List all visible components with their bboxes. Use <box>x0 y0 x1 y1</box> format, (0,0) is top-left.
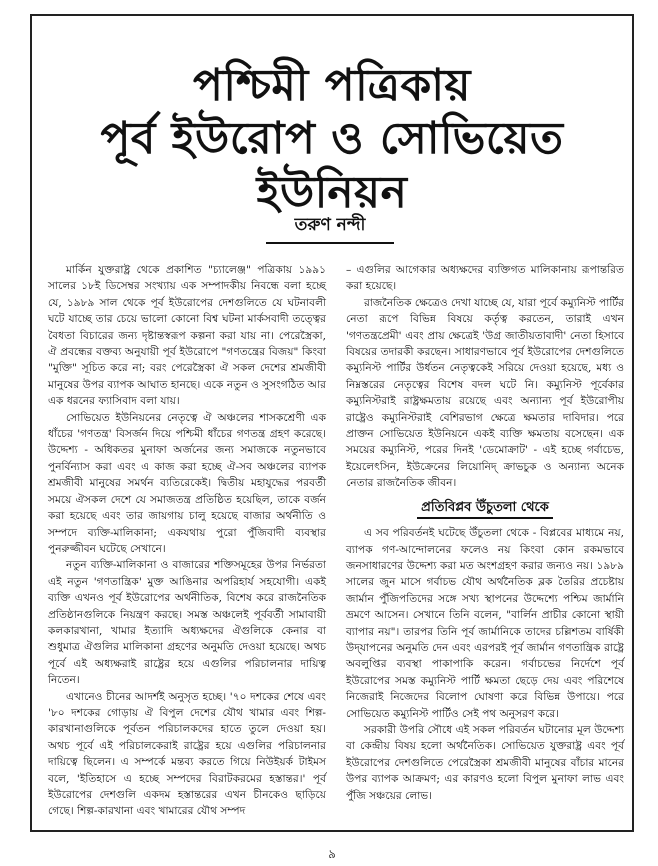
paragraph: সোভিয়েত ইউনিয়নের নেতৃত্বে ঐ অঞ্চলের শাসকশ্রেণী এক ধাঁচের 'গণতন্ত্র' বিসর্জন দিয়ে পশ্চিমী ধাঁচের গণতন্ত্র গ্রহণ করেছে। উদ্দেশ্য - অধিকতর মুনাফা অর্জনের জন্য সমাজকে নতুনভাবে পুনর্বিন্যাস করা এবং এ কাজ করা হচ্ছে ঐ-সব অঞ্চলের ব্যাপক শ্রমজীবী মানুষের সমর্থন ব্যতিরেকেই। দ্বিতীয় মহাযুদ্ধের পরবর্তী সময়ে ঐসকল দেশে যে সমাজতন্ত্র প্রতিষ্ঠিত হয়েছিল, তাকে বর্জন করা হয়েছে এবং তার জায়গায় চালু হয়েছে বাজার অর্থনীতি ও সম্পদে ব্যক্তি-মালিকানা; একযথায় পুরো পুঁজিবাদী ব্যবস্থার পুনরুজ্জীবন ঘটেছে সেখানে। <box>48 411 326 555</box>
paragraph: এখানেও চীনের আদর্শই অনুসৃত হচ্ছে। '৭০ দশকের শেষে এবং '৮০ দশকের গোড়ায় ঐ বিপুল দেশের যৌথ খামার এবং শিল্প-কারখানাগুলিকে পূর্বতন পরিচালকদের হাতে তুলে দেওয়া হয়। অথচ পূর্বে এই পরিচালকেরাই রাষ্ট্রের হয়ে এগুলির পরিচালনার দায়িত্বে ছিলেন। এ সম্পর্কে মন্তব্য করতে গিয়ে নিউইয়র্ক টাইমস বলে, 'ইতিহাসে এ হচ্ছে সম্পদের বিরাটকরমের হস্তান্তর।' পূর্ব ইউরোপের দেশগুলি একদম হস্তান্তরের এখন চীনকেও ছাড়িয়ে গেছে। শিল্প-কারখানা এবং খামারের যৌথ সম্পদ <box>48 690 326 818</box>
page-number: ৯ <box>328 847 336 861</box>
section-subheading: প্রতিবিপ্লব উঁচুতলা থেকে <box>417 500 553 519</box>
right-column <box>346 262 624 804</box>
subheading-wrap <box>346 500 624 519</box>
title-line-2: পূর্ব ইউরোপ ও সোভিয়েত ইউনিয়ন <box>100 113 564 218</box>
paragraph: সরকারী উপরি সৌধে এই সকল পরিবর্তন ঘটানোর মূল উদ্দেশ্য বা কেন্দ্রীয় বিষয় হলো অর্থনৈতিক। সোভিয়েত যুক্তরাষ্ট্র এবং পূর্ব ইউরোপের দেশগুলিতে পেরেস্ত্রৈকা শ্রমজীবী মানুষের বাঁচার মানের উপর ব্যাপক আক্রমণ; এর কারণও হলো বিপুল মুনাফা লাভ এবং পুঁজি সঞ্চয়ের লোভ। <box>346 723 624 802</box>
author-byline: তরুণ নন্দী <box>266 212 394 244</box>
article-title <box>30 60 634 220</box>
title-line-1: পশ্চিমী পত্রিকায় <box>193 60 471 111</box>
left-column <box>48 262 326 820</box>
paragraph: রাজনৈতিক ক্ষেত্রেও দেখা যাচ্ছে যে, যারা পূর্বে কম্যুনিস্ট পার্টির নেতা রূপে বিভিন্ন বিষয়ে কর্তৃত্ব করতেন, তারাই এখন 'গণতন্ত্রপ্রেমী' এবং প্রায় ক্ষেত্রেই 'উগ্র জাতীয়তাবাদী' নেতা হিসাবে বিষয়ের তদারকী করছেন। সাধারণভাবে পূর্ব ইউরোপের দেশগুলিতে কম্যুনিস্ট পার্টির উর্ধতন নেতৃত্বকেই সরিয়ে দেওয়া হয়েছে, মধ্য ও নিম্নস্তরের নেতৃত্বের বিশেষ বদল ঘটে নি। কম্যুনিস্ট পূর্বেকার কম্যুনিস্টরাই রাষ্ট্রক্ষমতায় রয়েছে এবং অন্যান্য পূর্ব ইউরোপীয় রাষ্ট্রেও কম্যুনিস্টরাই বেশিরভাগ ক্ষেত্রে ক্ষমতার দাবিদার। পরে প্রাক্তন সোভিয়েত ইউনিয়নে একই ব্যক্তি ক্ষমতায় বসেছেন। এক সময়ের কম্যুনিস্ট, পরের দিনই 'ডেমোক্রাট' - এই হচ্ছে গর্বাচেভ, ইয়েলেৎসিন, ইউক্রেনের লিয়োনিদ্ ক্রাভচুক ও অন্যান্য অনেক নেতার রাজনৈতিক জীবন। <box>346 296 624 490</box>
paragraph: নতুন ব্যক্তি-মালিকানা ও বাজারের শক্তিসমূহের উপর নির্ভরতা এই নতুন 'গণতান্ত্রিক' মুক্ত আঙিনার অপরিহার্য সহযোগী। একই ব্যক্তি এখনও পূর্ব ইউরোপের অর্থনীতিক, বিশেষ করে রাজনৈতিক প্রতিষ্ঠানগুলিকে নিয়ন্ত্রণ করছে। সমস্ত অঞ্চলেই পূর্ববর্তী সামাবায়ী কলকারখানা, খামার ইত্যাদি অধ্যক্ষদের ঐগুলিকে কেনার বা শুধুমাত্র ঐগুলির মালিকানা গ্রহণের অনুমতি দেওয়া হয়েছে। অথচ পূর্বে এই অধ্যক্ষরাই রাষ্ট্রের হয়ে এগুলির পরিচালনার দায়িত্ব নিতেন। <box>48 559 326 687</box>
paragraph: মার্কিন যুক্তরাষ্ট্র থেকে প্রকাশিত "চ্যালেঞ্জ" পত্রিকায় ১৯৯১ সালের ১৮ই ডিসেম্বর সংখ্যায় এক সম্পাদকীয় নিবন্ধে বলা হচ্ছে যে, ১৯৮৯ সাল থেকে পূর্ব ইউরোপের দেশগুলিতে যে ঘটনাবলী ঘটে যাচ্ছে তার চেয়ে ভালো কোনো বিশ্ব ঘটনা মার্কসবাদী তত্ত্বের বৈধতা বিচারের জন্য দৃষ্টান্তস্বরূপ কল্পনা করা যায় না। পেরেস্ত্রৈকা, ঐ প্রবন্ধের বক্তব্য অনুযায়ী পূর্ব ইউরোপে "গণতন্ত্রের বিজয়" কিংবা "মুক্তি" সূচিত করে না; বরং পেরেস্ত্রৈকা ঐ সকল দেশের শ্রমজীবী মানুষের উপর ব্যাপক আঘাত হানছে। একে নতুন ও সুসংগঠিত আর এক ধরনের ফ্যাসিবাদ বলা যায়। <box>48 264 326 408</box>
paragraph: – এগুলির আগেকার অধ্যক্ষদের ব্যক্তিগত মালিকানায় রূপান্তরিত করা হয়েছে। <box>346 264 624 293</box>
paragraph: এ সব পরিবর্তনই ঘটেছে উঁচুতলা থেকে - বিপ্লবের মাধ্যমে নয়, ব্যাপক গণ-আন্দোলনের ফলেও নয় কিংবা কোন রকমভাবে জনসাধারণের উদ্দেশ্য করা মত অংশগ্রহণ করার জন্যও নয়। ১৯৮৯ সালের জুন মাসে গর্বাচভ যৌথ অর্থনৈতিক ব্লক তৈরির প্রচেষ্টায় জার্মান পুঁজিপতিদের সঙ্গে সখ্য স্থাপনের উদ্দেশ্যে পশ্চিম জার্মানি ভ্রমণে আসেন। সেখানে তিনি বলেন, "বার্লিন প্রাচীর কোনো স্থায়ী ব্যাপার নয়"। তারপর তিনি পূর্ব জার্মানিকে তাদের চল্লিশতম বার্ষিকী উদ্‌যাপনের অনুমতি দেন এবং এরপরই পূর্ব জার্মান গণতান্ত্রিক রাষ্ট্রে অবলুপ্তির ব্যবস্থা পাকাপাকি করেন। গর্বাচভের নির্দেশে পূর্ব ইউরোপের সমস্ত কম্যুনিস্ট পার্টি ক্ষমতা ছেড়ে দেয় এবং পরিশেষে নিজেরাই নিজেদের বিলোপ ঘোষণা করে বিভিন্ন উপায়ে। পরে সোভিয়েত কম্যুনিস্ট পার্টিও সেই পথ অনুসরণ করে। <box>346 527 624 720</box>
